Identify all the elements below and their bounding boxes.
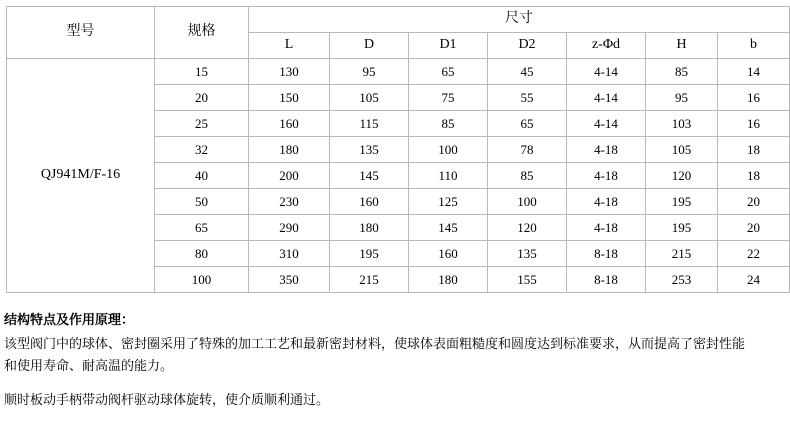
cell-D2: 85 — [488, 163, 567, 189]
cell-D: 145 — [330, 163, 409, 189]
cell-b: 22 — [718, 241, 790, 267]
cell-D1: 160 — [409, 241, 488, 267]
cell-H: 253 — [646, 267, 718, 293]
cell-D2: 120 — [488, 215, 567, 241]
cell-zd: 4-18 — [567, 163, 646, 189]
cell-D1: 145 — [409, 215, 488, 241]
paragraph-structure-principle: 该型阀门中的球体、密封圈采用了特殊的加工工艺和最新密封材料，使球体表面粗糙度和圆度达到标准要求，从而提高了密封性能和使用寿命、耐高温的能力。 — [4, 336, 746, 373]
cell-zd: 4-14 — [567, 85, 646, 111]
cell-zd: 8-18 — [567, 267, 646, 293]
cell-D: 180 — [330, 215, 409, 241]
table-row — [7, 59, 790, 85]
cell-size: 100 — [155, 267, 249, 293]
cell-size: 40 — [155, 163, 249, 189]
cell-size: 65 — [155, 215, 249, 241]
cell-H: 85 — [646, 59, 718, 85]
header-size: 规格 — [155, 7, 249, 59]
cell-D2: 100 — [488, 189, 567, 215]
cell-zd: 4-14 — [567, 111, 646, 137]
cell-L: 180 — [249, 137, 330, 163]
paragraph-operation: 顺时板动手柄带动阀杆驱动球体旋转，使介质顺利通过。 — [4, 392, 330, 407]
cell-D: 215 — [330, 267, 409, 293]
cell-D1: 65 — [409, 59, 488, 85]
cell-size: 50 — [155, 189, 249, 215]
cell-b: 24 — [718, 267, 790, 293]
cell-L: 230 — [249, 189, 330, 215]
cell-size: 15 — [155, 59, 249, 85]
cell-H: 105 — [646, 137, 718, 163]
cell-H: 120 — [646, 163, 718, 189]
header-dim-zd: z-Φd — [567, 33, 646, 59]
cell-size: 25 — [155, 111, 249, 137]
cell-H: 195 — [646, 215, 718, 241]
header-dimensions-group: 尺寸 — [249, 7, 790, 33]
cell-D2: 65 — [488, 111, 567, 137]
cell-zd: 4-18 — [567, 137, 646, 163]
cell-b: 16 — [718, 85, 790, 111]
document-page — [0, 6, 760, 434]
cell-size: 32 — [155, 137, 249, 163]
cell-D: 95 — [330, 59, 409, 85]
cell-D: 160 — [330, 189, 409, 215]
cell-D1: 100 — [409, 137, 488, 163]
cell-L: 350 — [249, 267, 330, 293]
header-dim-D: D — [330, 33, 409, 59]
cell-D2: 135 — [488, 241, 567, 267]
section-title: 结构特点及作用原理： — [4, 312, 135, 327]
cell-L: 130 — [249, 59, 330, 85]
header-dim-L: L — [249, 33, 330, 59]
cell-b: 18 — [718, 163, 790, 189]
cell-D1: 125 — [409, 189, 488, 215]
cell-size: 80 — [155, 241, 249, 267]
cell-D: 105 — [330, 85, 409, 111]
header-dim-b: b — [718, 33, 790, 59]
header-dim-H: H — [646, 33, 718, 59]
cell-L: 310 — [249, 241, 330, 267]
cell-D2: 55 — [488, 85, 567, 111]
cell-b: 16 — [718, 111, 790, 137]
specification-table — [6, 6, 790, 293]
cell-D2: 155 — [488, 267, 567, 293]
header-model: 型号 — [7, 7, 155, 59]
cell-D: 195 — [330, 241, 409, 267]
cell-L: 150 — [249, 85, 330, 111]
cell-D1: 110 — [409, 163, 488, 189]
header-dim-D2: D2 — [488, 33, 567, 59]
table-header-row-top — [7, 7, 790, 33]
cell-model-value: QJ941M/F-16 — [7, 59, 155, 293]
cell-H: 195 — [646, 189, 718, 215]
cell-zd: 4-14 — [567, 59, 646, 85]
cell-D: 115 — [330, 111, 409, 137]
cell-D2: 78 — [488, 137, 567, 163]
cell-b: 18 — [718, 137, 790, 163]
cell-D1: 85 — [409, 111, 488, 137]
cell-zd: 4-18 — [567, 189, 646, 215]
cell-H: 103 — [646, 111, 718, 137]
cell-H: 95 — [646, 85, 718, 111]
cell-D1: 75 — [409, 85, 488, 111]
cell-size: 20 — [155, 85, 249, 111]
cell-b: 20 — [718, 215, 790, 241]
cell-L: 290 — [249, 215, 330, 241]
cell-zd: 8-18 — [567, 241, 646, 267]
cell-L: 160 — [249, 111, 330, 137]
cell-L: 200 — [249, 163, 330, 189]
cell-D1: 180 — [409, 267, 488, 293]
cell-zd: 4-18 — [567, 215, 646, 241]
cell-H: 215 — [646, 241, 718, 267]
cell-D2: 45 — [488, 59, 567, 85]
cell-b: 14 — [718, 59, 790, 85]
cell-D: 135 — [330, 137, 409, 163]
header-dim-D1: D1 — [409, 33, 488, 59]
cell-b: 20 — [718, 189, 790, 215]
